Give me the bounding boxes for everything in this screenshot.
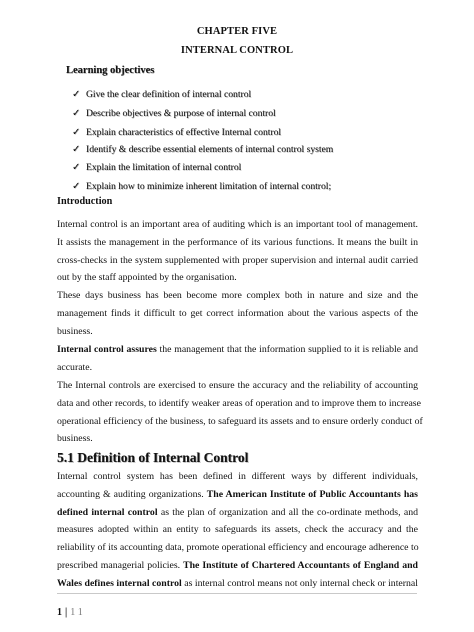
intro-paragraph-1: Internal control is an important area of auditing which is an important tool of management. It assists the management in the performance of its various functions. It means the built in cross-checks in the system supplemented with proper supervision and internal audit carried out by the staff appointed by the organisation. xyxy=(57,219,418,284)
objective-item: ✓ Describe objectives & purpose of internal control xyxy=(72,108,276,119)
intro-paragraph-2: These days business has been become more complex both in nature and size and the management finds it difficult to get correct information about the various aspects of the business. xyxy=(57,290,418,337)
check-mark-icon: ✓ xyxy=(72,89,81,100)
chapter-title: INTERNAL CONTROL xyxy=(180,45,294,56)
introduction-heading: Introduction xyxy=(57,196,113,207)
definition-paragraph: Internal control system has been defined in different ways by different individuals, accounting & auditing organizations. The American Institute of Public Accountants has defined internal control as the plan of organization and all the co-ordinate methods, and measures adopted within an entity to safeguards its assets, check the accuracy and the reliability of its accounting data, promote operational efficiency and encourage adherence to prescribed managerial policies. The Institute of Chartered Accountants of England and Wales defines internal control as internal control means not only internal check or internal xyxy=(57,471,419,589)
objective-item: ✓ Give the clear definition of internal control xyxy=(72,89,252,100)
objective-item: ✓ Explain how to minimize inherent limitation of internal control; xyxy=(72,181,332,192)
learning-objectives-heading: Learning objectives xyxy=(66,65,155,76)
intro-paragraph-3: Internal control assures the management that the information supplied to it is reliable and accurate. xyxy=(57,344,418,373)
check-mark-icon: ✓ xyxy=(72,127,81,138)
objective-item: ✓ Explain the limitation of internal control xyxy=(72,162,242,173)
page-footer xyxy=(57,607,83,618)
check-mark-icon: ✓ xyxy=(72,162,81,173)
check-mark-icon: ✓ xyxy=(72,108,81,119)
intro-paragraph-4: The Internal controls are exercised to ensure the accuracy and the reliability of accounting data and other records, to identify weaker areas of operation and to improve them to increase operational efficiency of the business, to safeguard its assets and to ensure orderly conduct of business. xyxy=(57,380,423,445)
check-mark-icon: ✓ xyxy=(72,144,81,155)
objective-item: ✓ Explain characteristics of effective Internal control xyxy=(72,127,282,138)
objective-item: ✓ Identify & describe essential elements of internal control system xyxy=(72,144,334,155)
page-number: 1 xyxy=(57,607,62,618)
definition-heading: 5.1 Definition of Internal Control xyxy=(57,450,249,465)
chapter-label: CHAPTER FIVE xyxy=(196,26,278,37)
footer-separator: | xyxy=(65,607,68,618)
page-total: 1 1 xyxy=(70,607,83,618)
footer-divider xyxy=(57,593,417,594)
check-mark-icon: ✓ xyxy=(72,181,81,192)
